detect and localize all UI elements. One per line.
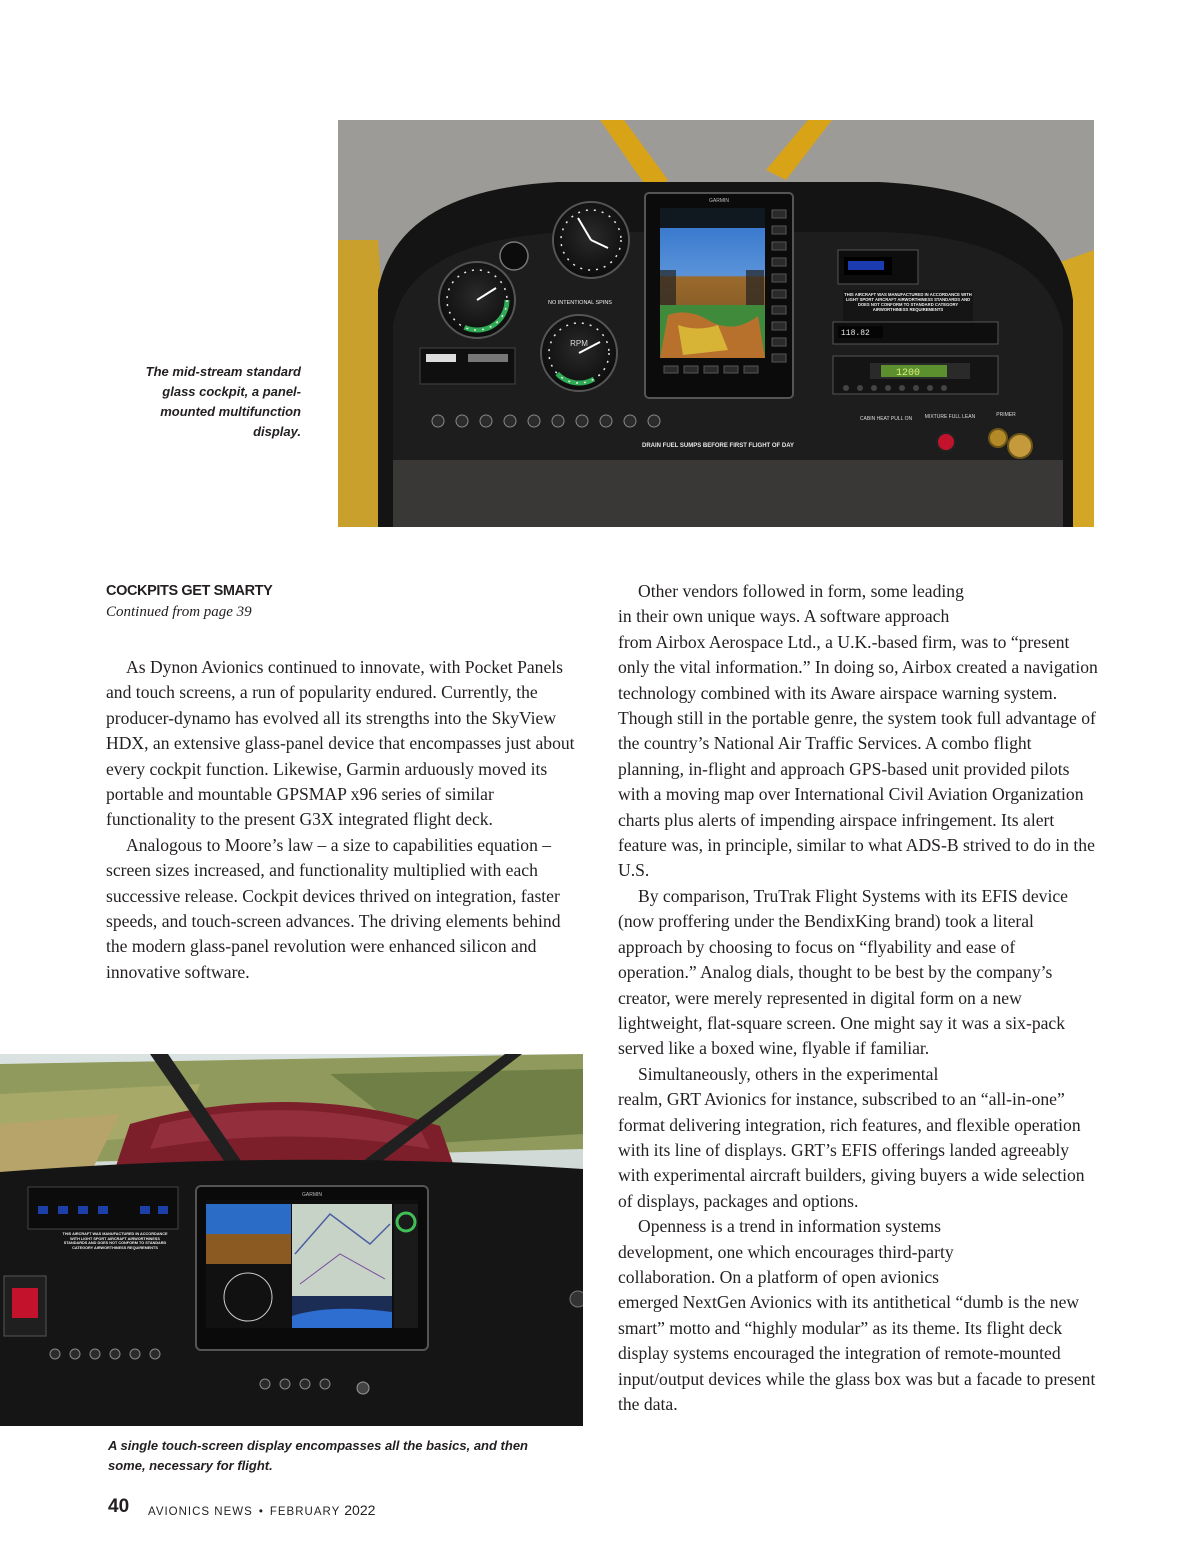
continued-from-note: Continued from page 39 <box>106 604 252 620</box>
lsa-placard: THIS AIRCRAFT WAS MANUFACTURED IN ACCORDANCE WITH LIGHT SPORT AIRCRAFT AIRWORTHINESS STANDARDS AND DOES NOT CONFORM TO STANDARD CATEGORY AIRWORTHINESS REQUIREMENTS <box>844 292 972 312</box>
paragraph-line: collaboration. On a platform of open avionics <box>618 1266 939 1287</box>
lsa-placard-bottom: THIS AIRCRAFT WAS MANUFACTURED IN ACCORDANCE WITH LIGHT SPORT AIRCRAFT AIRWORTHINESS STANDARDS AND DOES NOT CONFORM TO STANDARD CATEGORY AIRWORTHINESS REQUIREMENTS <box>62 1232 168 1250</box>
cockpit-photo-top <box>338 120 1094 527</box>
issue-month: FEBRUARY <box>269 1506 341 1518</box>
issue-year: 2022 <box>344 1502 376 1518</box>
bottom-photo-caption: A single touch-screen display encompasses all the basics, and then some, necessary for flight. <box>108 1438 528 1473</box>
mixture-label: MIXTURE FULL LEAN <box>924 414 976 420</box>
primer-label: PRIMER <box>996 412 1016 418</box>
paragraph-text: emerged NextGen Avionics with its antithetical “dumb is the new smart” motto and “highly modular” as its theme. Its flight deck display systems encouraged the integration of remote-mounted input/output devices while the glass box was but a facade to present the data. <box>618 1292 1096 1414</box>
paragraph-line: Simultaneously, others in the experimental <box>638 1063 939 1084</box>
mfd-brand-label-bottom: GARMIN <box>302 1192 322 1198</box>
rpm-gauge-label: RPM <box>570 339 588 348</box>
paragraph: By comparison, TruTrak Flight Systems with its EFIS device (now proffering under the BendixKing brand) took a literal approach by choosing to focus on “flyability and ease of operation.” Analog dials, thought to be best by the company’s creator, were merely represented in digital form on a new lightweight, flat-square screen. One might say it was a six-pack served like a boxed wine, flyable if familiar. <box>618 885 1068 1059</box>
paragraph-line: Openness is a trend in information systems <box>638 1216 941 1237</box>
top-photo-caption: The mid-stream standard glass cockpit, a panel-mounted multifunction display. <box>145 364 301 439</box>
paragraph: As Dynon Avionics continued to innovate, with Pocket Panels and touch screens, a run of popularity endured. Currently, the producer-dynamo has evolved all its strengths into the SkyView HDX, an extensive glass-panel device that encompasses just about every cockpit function. Likewise, Garmin arduously moved its portable and mountable GPSMAP x96 series of similar functionality to the present G3X integrated flight deck. <box>106 657 575 830</box>
paragraph: Analogous to Moore’s law – a size to capabilities equation – screen sizes increased, and functionality multiplied with each successive release. Cockpit devices thrived on integration, faster speeds, and touch-screen advances. The driving elements behind the modern glass-panel revolution were enhanced silicon and innovative software. <box>106 834 561 982</box>
com-frequency-readout: 118.82 <box>841 329 870 338</box>
paragraph <box>618 1214 1098 1417</box>
body-column-right <box>618 579 1098 1417</box>
fuel-sump-placard: DRAIN FUEL SUMPS BEFORE FIRST FLIGHT OF DAY <box>641 443 795 449</box>
cabin-heat-label: CABIN HEAT PULL ON <box>859 416 913 422</box>
transponder-code-readout: 1200 <box>896 368 921 379</box>
spin-placard: NO INTENTIONAL SPINS <box>548 300 612 306</box>
paragraph <box>618 579 1098 884</box>
cockpit-illustration-bottom <box>0 1054 583 1426</box>
article-kicker: COCKPITS GET SMARTY <box>106 583 273 599</box>
paragraph-text: realm, GRT Avionics for instance, subscribed to an “all-in-one” format delivering integration, rich features, and flexible operation with its line of displays. GRT’s EFIS offerings landed agreeably with experimental aircraft builders, giving buyers a wide selection of displays, packages and options. <box>618 1089 1085 1211</box>
footer-separator: • <box>258 1506 264 1518</box>
paragraph-text: from Airbox Aerospace Ltd., a U.K.-based firm, was to “present only the vital information.” In doing so, Airbox created a navigation technology combined with its Aware airspace warning system. Though still in the portable genre, the system took full advantage of the country’s National Air Traffic Services. A combo flight planning, in-flight and approach GPS-based unit provided pilots with a moving map over International Civil Aviation Organization charts plus alerts of impending airspace infringement. Its alert feature was, in principle, similar to what ADS-B strived to do in the U.S. <box>618 631 1098 881</box>
paragraph <box>618 1062 1098 1214</box>
page-number: 40 <box>108 1496 130 1517</box>
cockpit-illustration-top <box>338 120 1094 527</box>
running-footer <box>148 1502 375 1518</box>
paragraph-line: development, one which encourages third-party <box>618 1241 954 1262</box>
mfd-brand-label: GARMIN <box>709 198 729 204</box>
paragraph-line: in their own unique ways. A software approach <box>618 606 950 627</box>
cockpit-photo-bottom <box>0 1054 583 1426</box>
paragraph-line: Other vendors followed in form, some leading <box>638 581 964 601</box>
publication-name: AVIONICS NEWS <box>148 1506 253 1518</box>
body-column-left <box>106 655 576 985</box>
